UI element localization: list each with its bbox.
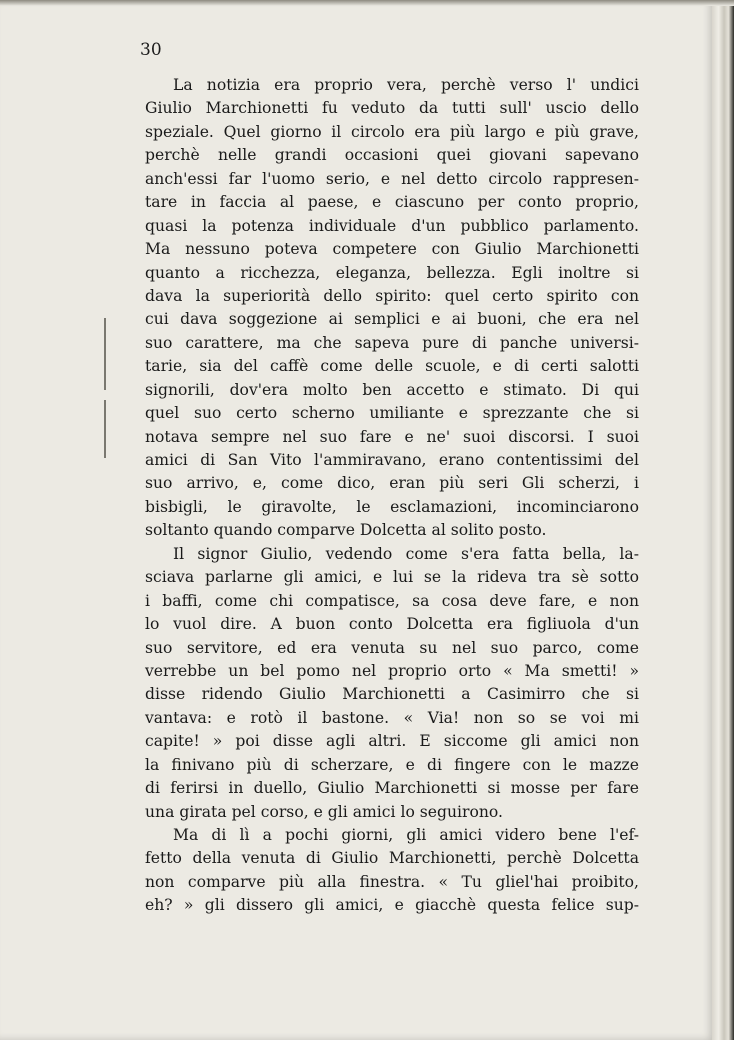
text-line: bisbigli, le giravolte, le esclamazioni, incominciarono — [145, 497, 639, 516]
text-line: speziale. Quel giorno il circolo era più largo e più grave, — [145, 122, 639, 141]
text-line: Ma di lì a pochi giorni, gli amici videro bene l'ef- — [173, 826, 639, 844]
text-line: i baffi, come chi compatisce, sa cosa deve fare, e non — [145, 591, 639, 610]
text-line: lo vuol dire. A buon conto Dolcetta era figliuola d'un — [145, 615, 639, 634]
text-line: quasi la potenza individuale d'un pubblico parlamento. — [145, 216, 639, 235]
text-line: vantava: e rotò il bastone. « Via! non so se voi mi — [145, 708, 639, 727]
text-line: La notizia era proprio vera, perchè verso l' undici — [173, 76, 639, 94]
text-line: una girata pel corso, e gli amici lo seguirono. — [145, 802, 503, 821]
text-line: quanto a ricchezza, eleganza, bellezza. Egli inoltre si — [145, 263, 639, 282]
body-text — [145, 74, 639, 918]
text-line: perchè nelle grandi occasioni quei giovani sapevano — [145, 146, 639, 165]
text-line: Il signor Giulio, vedendo come s'era fatta bella, la- — [173, 544, 639, 563]
margin-pencil-mark — [104, 400, 106, 458]
text-line: anch'essi far l'uomo serio, e nel detto circolo rappresen- — [145, 169, 639, 188]
page-number: 30 — [140, 40, 162, 60]
text-line: eh? » gli dissero gli amici, e giacchè questa felice sup- — [145, 896, 639, 915]
text-line: fetto della venuta di Giulio Marchionetti, perchè Dolcetta — [145, 849, 639, 868]
text-line: capite! » poi disse agli altri. E siccome gli amici non — [145, 732, 639, 751]
text-line: tare in faccia al paese, e ciascuno per conto proprio, — [145, 193, 639, 212]
text-line: suo carattere, ma che sapeva pure di panche universi- — [145, 333, 639, 352]
text-line: dava la superiorità dello spirito: quel certo spirito con — [145, 286, 639, 305]
text-line: cui dava soggezione ai semplici e ai buoni, che era nel — [145, 310, 639, 329]
margin-pencil-mark — [104, 318, 106, 390]
text-line: disse ridendo Giulio Marchionetti a Casimirro che si — [145, 685, 639, 704]
text-line: soltanto quando comparve Dolcetta al solito posto. — [145, 521, 547, 540]
text-line: suo servitore, ed era venuta su nel suo parco, come — [145, 638, 639, 657]
text-line: signorili, dov'era molto ben accetto e stimato. Di qui — [145, 380, 639, 399]
text-line: verrebbe un bel pomo nel proprio orto « Ma smetti! » — [145, 661, 639, 680]
text-line: notava sempre nel suo fare e ne' suoi discorsi. I suoi — [145, 427, 639, 446]
page-edge — [712, 0, 734, 1040]
text-line: quel suo certo scherno umiliante e sprezzante che si — [145, 404, 639, 423]
text-line: non comparve più alla finestra. « Tu gliel'hai proibito, — [145, 872, 639, 891]
page-top-shadow — [0, 0, 734, 6]
text-line: sciava parlarne gli amici, e lui se la rideva tra sè sotto — [145, 568, 639, 587]
text-line: Ma nessuno poteva competere con Giulio Marchionetti — [145, 240, 639, 259]
text-line: di ferirsi in duello, Giulio Marchionetti si mosse per fare — [145, 779, 639, 798]
text-line: la finivano più di scherzare, e di fingere con le mazze — [145, 755, 639, 774]
text-line: tarie, sia del caffè come delle scuole, e di certi salotti — [145, 357, 639, 376]
text-line: suo arrivo, e, come dico, eran più seri Gli scherzi, i — [145, 474, 639, 493]
text-line: Giulio Marchionetti fu veduto da tutti sull' uscio dello — [145, 99, 639, 118]
text-line: amici di San Vito l'ammiravano, erano contentissimi del — [145, 451, 639, 469]
